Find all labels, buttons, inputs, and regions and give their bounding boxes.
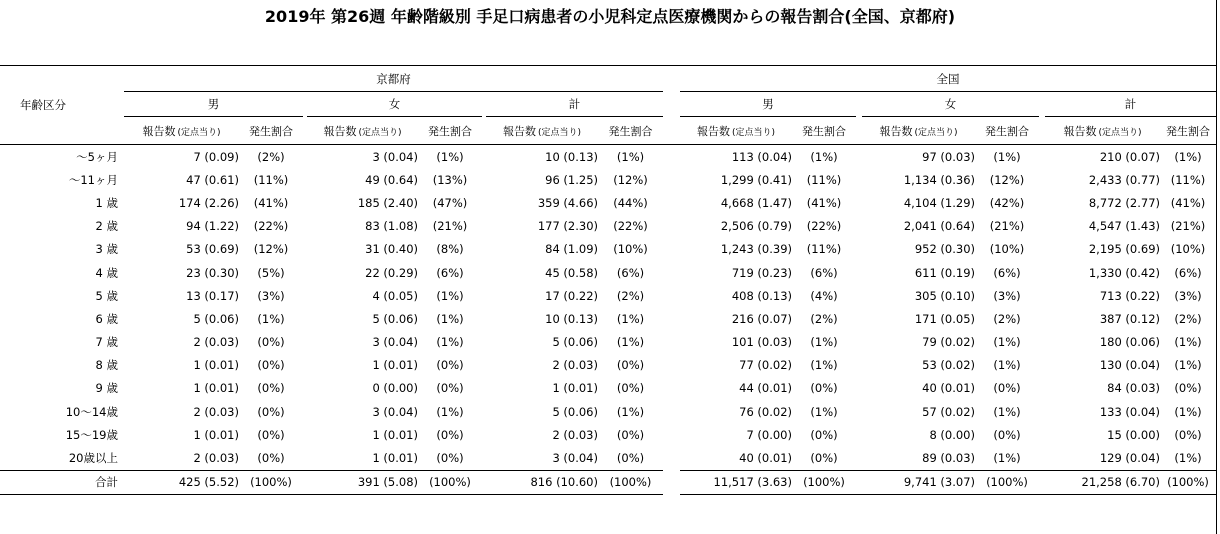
ratio-cell: (0%) [257, 381, 285, 396]
ratio-cell: (10%) [613, 242, 648, 257]
count-cell: 1 (0.01) [193, 381, 239, 396]
ratio-cell: (41%) [253, 195, 289, 210]
table-row [0, 354, 1216, 377]
region-header-kyoto: 京都府 [124, 66, 663, 92]
ratio-cell: (6%) [810, 265, 838, 280]
table-row [0, 215, 1216, 238]
count-cell: 11,517 (3.63) [680, 470, 792, 494]
age-cell: 6 歳 [95, 311, 118, 326]
count-cell: 83 (1.08) [365, 219, 418, 234]
ratio-cell: (11%) [806, 242, 842, 257]
count-cell: 79 (0.02) [922, 335, 975, 350]
age-cell: 1 歳 [95, 195, 118, 210]
column-gap [663, 284, 680, 307]
column-gap [663, 307, 680, 330]
ratio-cell: (44%) [613, 195, 648, 210]
report-table [0, 65, 1216, 495]
ratio-cell: (2%) [616, 288, 645, 303]
count-cell: 2 (0.03) [193, 335, 239, 350]
count-cell: 611 (0.19) [914, 265, 975, 280]
column-gap [663, 145, 680, 169]
ratio-cell: (12%) [253, 242, 289, 257]
ratio-cell: (6%) [616, 265, 645, 280]
count-cell: 96 (1.25) [545, 172, 598, 187]
ratio-cell: (2%) [993, 311, 1021, 326]
ratio-cell: (11%) [253, 172, 289, 187]
ratio-cell: (0%) [993, 381, 1021, 396]
count-cell: 47 (0.61) [186, 172, 239, 187]
count-cell: 425 (5.52) [124, 470, 239, 494]
ratio-cell: (0%) [436, 381, 464, 396]
ratio-cell: (5%) [257, 265, 285, 280]
count-cell: 816 (10.60) [486, 470, 598, 494]
age-cell: 8 歳 [95, 358, 118, 373]
table-row [0, 191, 1216, 214]
count-cell: 40 (0.01) [922, 381, 975, 396]
count-cell: 1,134 (0.36) [903, 172, 975, 187]
count-cell: 4,668 (1.47) [720, 195, 792, 210]
ratio-cell: (1%) [1174, 358, 1202, 373]
ratio-cell: (0%) [257, 335, 285, 350]
age-cell: 5 歳 [95, 288, 118, 303]
ratio-header: 発生割合 [598, 117, 663, 145]
ratio-cell: (1%) [1174, 451, 1202, 466]
ratio-cell: (1%) [436, 288, 464, 303]
report-count-header [307, 117, 418, 145]
count-cell: 387 (0.12) [1099, 311, 1160, 326]
column-gap [663, 331, 680, 354]
count-cell: 10 (0.13) [545, 311, 598, 326]
table-row [0, 377, 1216, 400]
age-cell: 合計 [0, 470, 124, 494]
ratio-cell: (1%) [1174, 335, 1202, 350]
column-gap [663, 191, 680, 214]
count-cell: 53 (0.02) [922, 358, 975, 373]
age-column-header: 年齢区分 [0, 66, 124, 145]
ratio-cell: (21%) [989, 219, 1025, 234]
ratio-cell: (0%) [436, 451, 464, 466]
count-cell: 713 (0.22) [1099, 288, 1160, 303]
ratio-cell: (1%) [1174, 149, 1202, 164]
per-site-label: (定点当り) [177, 127, 221, 138]
ratio-header: 発生割合 [239, 117, 303, 145]
count-cell: 7 (0.09) [193, 149, 239, 164]
count-cell: 7 (0.00) [746, 427, 792, 442]
ratio-cell: (100%) [598, 470, 663, 494]
ratio-cell: (6%) [993, 265, 1021, 280]
age-cell: 2 歳 [95, 219, 118, 234]
count-cell: 1 (0.01) [193, 358, 239, 373]
ratio-cell: (3%) [993, 288, 1021, 303]
ratio-cell: (1%) [810, 149, 838, 164]
report-count-label: 報告数 [1063, 124, 1097, 138]
ratio-cell: (2%) [1174, 311, 1202, 326]
count-cell: 4,547 (1.43) [1088, 219, 1160, 234]
count-cell: 8,772 (2.77) [1088, 195, 1160, 210]
ratio-cell: (1%) [436, 311, 464, 326]
ratio-cell: (2%) [257, 149, 285, 164]
count-cell: 171 (0.05) [914, 311, 975, 326]
count-cell: 185 (2.40) [357, 195, 418, 210]
count-cell: 4,104 (1.29) [903, 195, 975, 210]
total-row [0, 470, 1216, 494]
ratio-cell: (11%) [1170, 172, 1206, 187]
ratio-cell: (1%) [257, 311, 285, 326]
ratio-header: 発生割合 [975, 117, 1039, 145]
count-cell: 3 (0.04) [552, 451, 598, 466]
ratio-cell: (0%) [1174, 427, 1202, 442]
ratio-cell: (10%) [989, 242, 1025, 257]
count-cell: 1 (0.01) [193, 427, 239, 442]
ratio-cell: (1%) [616, 311, 645, 326]
age-cell: 7 歳 [95, 335, 118, 350]
age-cell: ～11ヶ月 [68, 172, 118, 187]
table-row [0, 145, 1216, 169]
column-gap [663, 168, 680, 191]
ratio-cell: (1%) [1174, 404, 1202, 419]
count-cell: 3 (0.04) [372, 404, 418, 419]
table-row [0, 307, 1216, 330]
count-cell: 305 (0.10) [914, 288, 975, 303]
count-cell: 1,330 (0.42) [1088, 265, 1160, 280]
ratio-cell: (0%) [257, 451, 285, 466]
count-cell: 1 (0.01) [552, 381, 598, 396]
count-cell: 57 (0.02) [922, 404, 975, 419]
region-header-national: 全国 [680, 66, 1216, 92]
ratio-cell: (21%) [1170, 219, 1206, 234]
count-cell: 21,258 (6.70) [1045, 470, 1160, 494]
ratio-cell: (0%) [1174, 381, 1202, 396]
count-cell: 113 (0.04) [731, 149, 792, 164]
count-cell: 4 (0.05) [372, 288, 418, 303]
ratio-cell: (0%) [257, 404, 285, 419]
table-row [0, 446, 1216, 470]
ratio-cell: (1%) [993, 149, 1021, 164]
sex-header-total-national: 計 [1045, 92, 1216, 117]
table-row [0, 238, 1216, 261]
ratio-cell: (1%) [616, 335, 645, 350]
count-cell: 210 (0.07) [1099, 149, 1160, 164]
ratio-cell: (100%) [792, 470, 856, 494]
ratio-cell: (0%) [810, 451, 838, 466]
ratio-cell: (13%) [432, 172, 468, 187]
ratio-cell: (1%) [616, 404, 645, 419]
table-row [0, 400, 1216, 423]
sex-header-total-kyoto: 計 [486, 92, 663, 117]
count-cell: 17 (0.22) [545, 288, 598, 303]
count-cell: 1 (0.01) [372, 451, 418, 466]
count-cell: 89 (0.03) [922, 451, 975, 466]
age-cell: 10～14歳 [65, 404, 118, 419]
per-site-label: (定点当り) [1098, 127, 1142, 138]
age-cell: ～5ヶ月 [76, 149, 118, 164]
count-cell: 13 (0.17) [186, 288, 239, 303]
ratio-cell: (47%) [432, 195, 468, 210]
ratio-cell: (1%) [436, 149, 464, 164]
ratio-cell: (1%) [810, 335, 838, 350]
count-cell: 2,041 (0.64) [903, 219, 975, 234]
ratio-cell: (100%) [975, 470, 1039, 494]
count-cell: 84 (1.09) [545, 242, 598, 257]
count-cell: 2,433 (0.77) [1088, 172, 1160, 187]
ratio-cell: (22%) [253, 219, 289, 234]
ratio-cell: (1%) [616, 149, 645, 164]
count-cell: 15 (0.00) [1107, 427, 1160, 442]
count-cell: 130 (0.04) [1099, 358, 1160, 373]
ratio-cell: (100%) [418, 470, 482, 494]
report-count-label: 報告数 [142, 124, 176, 138]
ratio-cell: (0%) [257, 358, 285, 373]
ratio-cell: (41%) [806, 195, 842, 210]
count-cell: 76 (0.02) [739, 404, 792, 419]
ratio-cell: (1%) [993, 358, 1021, 373]
count-cell: 2 (0.03) [193, 404, 239, 419]
ratio-cell: (21%) [432, 219, 468, 234]
ratio-cell: (4%) [810, 288, 838, 303]
count-cell: 31 (0.40) [365, 242, 418, 257]
count-cell: 1,243 (0.39) [720, 242, 792, 257]
count-cell: 133 (0.04) [1099, 404, 1160, 419]
count-cell: 9,741 (3.07) [862, 470, 975, 494]
per-site-label: (定点当り) [914, 127, 958, 138]
ratio-cell: (0%) [810, 381, 838, 396]
count-cell: 5 (0.06) [552, 404, 598, 419]
table-row [0, 331, 1216, 354]
ratio-cell: (0%) [436, 358, 464, 373]
count-cell: 5 (0.06) [372, 311, 418, 326]
ratio-cell: (2%) [810, 311, 838, 326]
ratio-cell: (0%) [616, 451, 645, 466]
count-cell: 53 (0.69) [186, 242, 239, 257]
count-cell: 97 (0.03) [922, 149, 975, 164]
sex-header-male-kyoto: 男 [124, 92, 303, 117]
count-cell: 1 (0.01) [372, 358, 418, 373]
count-cell: 77 (0.02) [739, 358, 792, 373]
sex-header-female-national: 女 [862, 92, 1039, 117]
table-row [0, 284, 1216, 307]
table-row [0, 261, 1216, 284]
column-gap [663, 261, 680, 284]
per-site-label: (定点当り) [537, 127, 582, 138]
ratio-cell: (1%) [993, 451, 1021, 466]
count-cell: 1,299 (0.41) [720, 172, 792, 187]
count-cell: 5 (0.06) [552, 335, 598, 350]
count-cell: 408 (0.13) [731, 288, 792, 303]
column-gap [663, 117, 680, 145]
report-count-label: 報告数 [696, 124, 730, 138]
count-cell: 180 (0.06) [1099, 335, 1160, 350]
ratio-cell: (6%) [1174, 265, 1202, 280]
count-cell: 3 (0.04) [372, 335, 418, 350]
age-cell: 4 歳 [95, 265, 118, 280]
ratio-cell: (12%) [613, 172, 648, 187]
count-cell: 40 (0.01) [739, 451, 792, 466]
ratio-cell: (100%) [239, 470, 303, 494]
count-cell: 10 (0.13) [545, 149, 598, 164]
report-count-header [1045, 117, 1160, 145]
ratio-cell: (1%) [810, 358, 838, 373]
count-cell: 174 (2.26) [178, 195, 239, 210]
count-cell: 22 (0.29) [365, 265, 418, 280]
report-count-label: 報告数 [879, 124, 913, 138]
count-cell: 2 (0.03) [552, 358, 598, 373]
page-title: 2019年 第26週 年齢階級別 手足口病患者の小児科定点医療機関からの報告割合(全国、京都府) [264, 7, 956, 26]
count-cell: 2,195 (0.69) [1088, 242, 1160, 257]
ratio-cell: (100%) [1160, 470, 1216, 494]
ratio-cell: (3%) [257, 288, 285, 303]
count-cell: 3 (0.04) [372, 149, 418, 164]
ratio-header: 発生割合 [418, 117, 482, 145]
count-cell: 8 (0.00) [929, 427, 975, 442]
ratio-cell: (1%) [993, 335, 1021, 350]
count-cell: 952 (0.30) [914, 242, 975, 257]
age-cell: 15～19歳 [65, 427, 118, 442]
ratio-cell: (0%) [436, 427, 464, 442]
ratio-cell: (10%) [1170, 242, 1206, 257]
ratio-cell: (6%) [436, 265, 464, 280]
column-gap [663, 446, 680, 470]
report-count-header [486, 117, 598, 145]
column-gap [663, 215, 680, 238]
count-cell: 359 (4.66) [537, 195, 598, 210]
table-right-border [1216, 0, 1217, 534]
ratio-cell: (0%) [993, 427, 1021, 442]
age-cell: 9 歳 [95, 381, 118, 396]
age-cell: 20歳以上 [68, 451, 118, 466]
sex-header-female-kyoto: 女 [307, 92, 482, 117]
report-count-header [862, 117, 975, 145]
ratio-cell: (1%) [436, 335, 464, 350]
ratio-cell: (22%) [806, 219, 842, 234]
count-cell: 0 (0.00) [372, 381, 418, 396]
column-gap [663, 400, 680, 423]
count-cell: 216 (0.07) [731, 311, 792, 326]
ratio-cell: (0%) [616, 358, 645, 373]
report-count-label: 報告数 [323, 124, 357, 138]
count-cell: 84 (0.03) [1107, 381, 1160, 396]
count-cell: 1 (0.01) [372, 427, 418, 442]
table-row [0, 168, 1216, 191]
report-count-header [680, 117, 792, 145]
ratio-header: 発生割合 [1160, 117, 1216, 145]
ratio-cell: (0%) [257, 427, 285, 442]
ratio-cell: (3%) [1174, 288, 1202, 303]
count-cell: 2 (0.03) [552, 427, 598, 442]
column-gap [663, 238, 680, 261]
ratio-cell: (11%) [806, 172, 842, 187]
count-cell: 2,506 (0.79) [720, 219, 792, 234]
count-cell: 94 (1.22) [186, 219, 239, 234]
table-row [0, 423, 1216, 446]
column-gap [663, 377, 680, 400]
ratio-cell: (41%) [1170, 195, 1206, 210]
count-cell: 23 (0.30) [186, 265, 239, 280]
count-cell: 177 (2.30) [537, 219, 598, 234]
count-cell: 45 (0.58) [545, 265, 598, 280]
ratio-cell: (0%) [810, 427, 838, 442]
ratio-cell: (42%) [989, 195, 1025, 210]
count-cell: 719 (0.23) [731, 265, 792, 280]
per-site-label: (定点当り) [358, 127, 402, 138]
report-count-label: 報告数 [502, 124, 536, 138]
ratio-cell: (8%) [436, 242, 464, 257]
ratio-cell: (12%) [989, 172, 1025, 187]
ratio-cell: (1%) [993, 404, 1021, 419]
column-gap [663, 354, 680, 377]
column-gap [663, 423, 680, 446]
ratio-cell: (0%) [616, 427, 645, 442]
count-cell: 49 (0.64) [365, 172, 418, 187]
ratio-cell: (22%) [613, 219, 648, 234]
count-cell: 391 (5.08) [307, 470, 418, 494]
count-cell: 2 (0.03) [193, 451, 239, 466]
column-gap [663, 470, 680, 494]
ratio-cell: (0%) [616, 381, 645, 396]
count-cell: 101 (0.03) [731, 335, 792, 350]
ratio-header: 発生割合 [792, 117, 856, 145]
ratio-cell: (1%) [436, 404, 464, 419]
count-cell: 129 (0.04) [1099, 451, 1160, 466]
ratio-cell: (1%) [810, 404, 838, 419]
report-count-header [124, 117, 239, 145]
count-cell: 5 (0.06) [193, 311, 239, 326]
count-cell: 44 (0.01) [739, 381, 792, 396]
sex-header-male-national: 男 [680, 92, 856, 117]
age-cell: 3 歳 [95, 242, 118, 257]
per-site-label: (定点当り) [731, 127, 776, 138]
